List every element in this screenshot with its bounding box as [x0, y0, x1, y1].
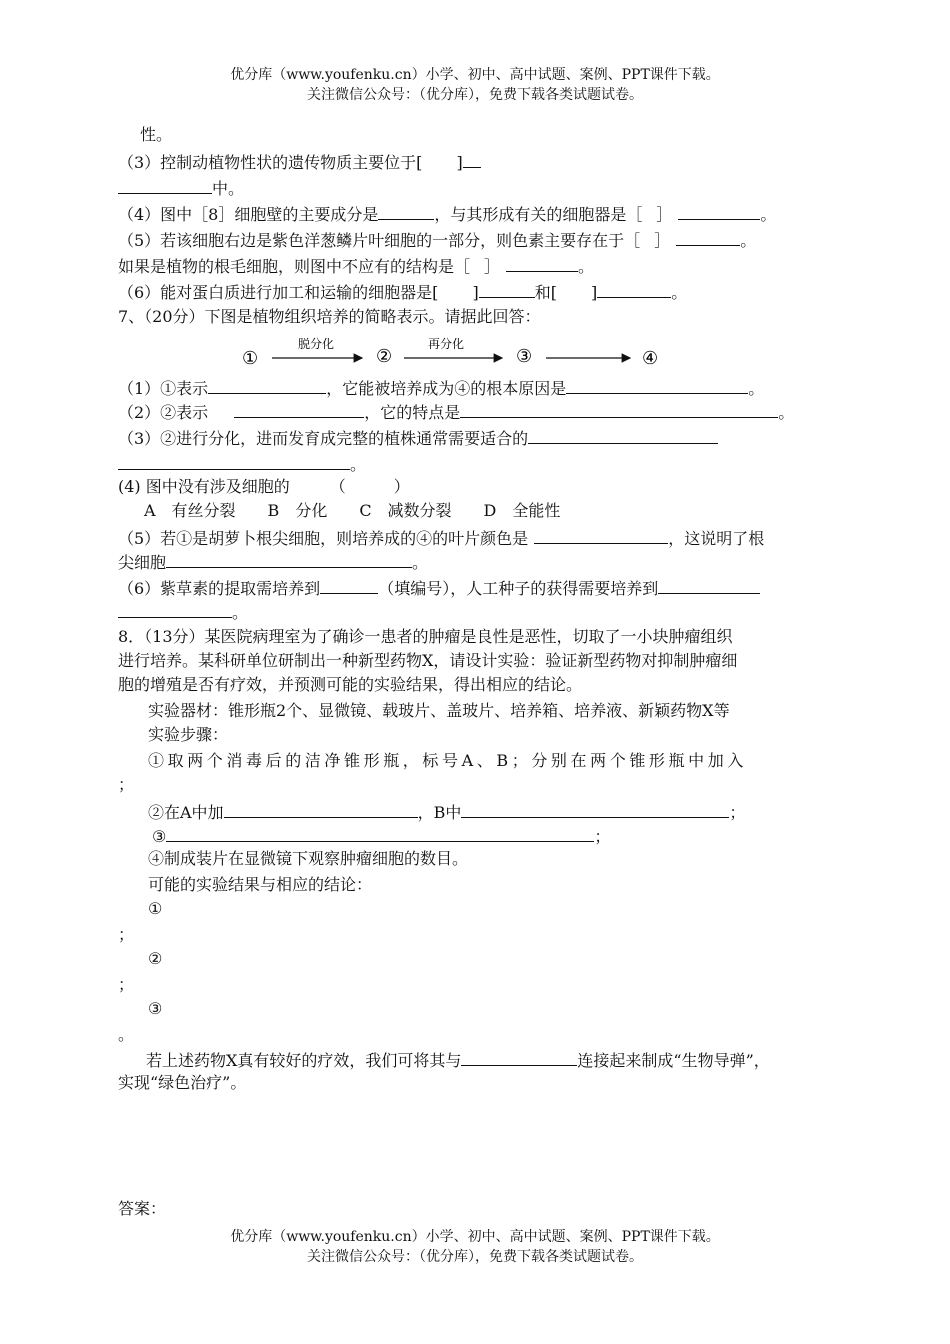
q7-sub3-cont: 。: [118, 452, 366, 476]
flow-node-1: ①: [242, 348, 259, 369]
q7-sub6: （6）紫草素的提取需培养到 （填编号），人工种子的获得需要培养到: [118, 576, 760, 600]
q6-sub6: （6）能对蛋白质进行加工和运输的细胞器是[ ] 和[ ] 。: [118, 280, 687, 304]
q8-step-3: ③ ；: [152, 824, 610, 848]
tissue-culture-flow-diagram: [240, 334, 670, 374]
q8-para-2: 进行培养。某科研单位研制出一种新型药物X，请设计实验：验证新型药物对抑制肿瘤细: [118, 651, 738, 670]
flow-node-4: ④: [642, 348, 659, 369]
answer-label: 答案：: [118, 1199, 167, 1218]
q7-sub2: （2）②表示 ，它的特点是 。: [118, 400, 794, 424]
q8-steps-title: 实验步骤：: [148, 725, 229, 744]
q6-sub4: （4）图中［8］细胞壁的主要成分是 ，与其形成有关的细胞器是［ ］ 。: [118, 202, 776, 226]
q8-step-2: ②在A中加 ，B中 ；: [148, 800, 745, 824]
q8-final-sentence: 若上述药物X真有较好的疗效，我们可将其与 连接起来制成“生物导弹”，: [146, 1048, 770, 1072]
q7-sub1: （1）①表示 ，它能被培养成为④的根本原因是 。: [118, 376, 764, 400]
q7-sub3: （3）②进行分化，进而发育成完整的植株通常需要适合的: [118, 426, 718, 450]
q8-step-1: ①取两个消毒后的洁净锥形瓶，标号A、B；分别在两个锥形瓶中加入: [148, 751, 747, 770]
q6-sub3: （3）控制动植物性状的遗传物质主要位于[ ]: [118, 150, 481, 174]
q7-sub4: (4) 图中没有涉及细胞的 （ ）: [118, 477, 410, 496]
footer-line-1: 优分库（www.youfenku.cn）小学、初中、高中试题、案例、PPT课件下载。: [230, 1229, 720, 1245]
q7-sub4-options: A 有丝分裂 B 分化 C 减数分裂 D 全能性: [144, 501, 561, 520]
q7-sub6-cont: 。: [118, 600, 248, 624]
flow-node-3: ③: [516, 346, 533, 367]
q8-para-1: 8．（13分）某医院病理室为了确诊一患者的肿瘤是良性是恶性，切取了一小块肿瘤组织: [118, 627, 733, 646]
q8-result-3: ③: [148, 999, 163, 1018]
flow-label-dedifferentiation: 脱分化: [298, 337, 335, 351]
q8-step-4: ④制成装片在显微镜下观察肿瘤细胞的数目。: [148, 849, 469, 868]
q6-sub5: （5）若该细胞右边是紫色洋葱鳞片叶细胞的一部分，则色素主要存在于［ ］ 。: [118, 228, 756, 252]
header-line-1: 优分库（www.youfenku.cn）小学、初中、高中试题、案例、PPT课件下载。: [230, 67, 720, 83]
q7-title: 7、（20分）下图是植物组织培养的简略表示。请据此回答：: [118, 307, 541, 326]
q8-result-3-end: 。: [118, 1025, 135, 1044]
q8-result-2: ②: [148, 949, 163, 968]
q6-continuation: 性。: [140, 125, 173, 144]
footer-line-2: 关注微信公众号：（优分库），免费下载各类试题试卷。: [307, 1249, 643, 1265]
q6-sub3-cont: 中。: [118, 176, 244, 200]
q8-result-1-end: ；: [118, 925, 135, 944]
header-line-2: 关注微信公众号：（优分库），免费下载各类试题试卷。: [307, 87, 643, 103]
q8-para-3: 胞的增殖是否有疗效，并预测可能的实验结果，得出相应的结论。: [118, 675, 583, 694]
flow-label-redifferentiation: 再分化: [428, 337, 465, 351]
q6-sub5-cont: 如果是植物的根毛细胞，则图中不应有的结构是［ ］ 。: [118, 254, 594, 278]
q7-sub5-cont: 尖细胞 。: [118, 550, 428, 574]
q8-result-1: ①: [148, 899, 163, 918]
q8-materials: 实验器材：锥形瓶2个、显微镜、载玻片、盖玻片、培养箱、培养液、新颖药物X等: [148, 701, 730, 720]
q8-results-title: 可能的实验结果与相应的结论：: [148, 875, 373, 894]
flow-node-2: ②: [376, 346, 393, 367]
q7-sub5: （5）若①是胡萝卜根尖细胞，则培养成的④的叶片颜色是 ，这说明了根: [118, 526, 764, 550]
q8-step-1-end: ；: [118, 775, 135, 794]
q8-final-sentence-cont: 实现“绿色治疗”。: [118, 1073, 247, 1092]
q8-result-2-end: ；: [118, 975, 135, 994]
